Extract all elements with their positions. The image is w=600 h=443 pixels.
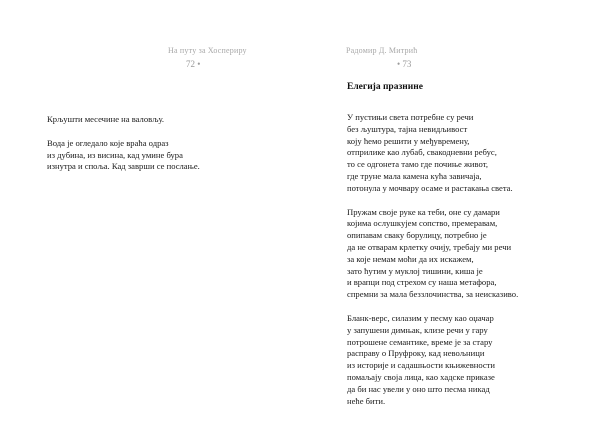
verse-line: изнутра и споља. Кад заврши се послање. bbox=[47, 161, 200, 172]
stanza bbox=[347, 112, 518, 195]
verse-line: којима ослушкујем сопство, премеравам, bbox=[347, 218, 498, 229]
right-page bbox=[300, 0, 600, 443]
verse-line: неће бити. bbox=[347, 395, 386, 406]
stanza bbox=[347, 313, 518, 407]
verse-line: Крљушти месечине на валовљу. bbox=[47, 114, 165, 124]
verse-line: из дубина, из висина, кад умине бура bbox=[47, 149, 183, 160]
running-head-title: На путу за Хоспериру bbox=[168, 46, 247, 55]
verse-line: то се одгонета тамо где почиње живот, bbox=[347, 159, 488, 170]
stanza bbox=[347, 207, 518, 301]
verse-line: и врапци под стрехом су наша метафора, bbox=[347, 277, 497, 288]
verse-line: Пружам своје руке ка теби, оне су дамари bbox=[347, 206, 500, 217]
verse-line: из историје и садашњости књижевности bbox=[347, 360, 496, 371]
page-number-left: 72 • bbox=[186, 59, 201, 69]
running-head-author: Радомир Д. Митрић bbox=[346, 46, 418, 55]
verse-line: расправу о Пруфроку, кад невољници bbox=[347, 348, 485, 359]
verse-line: Вода је огледало које враћа одраз bbox=[47, 137, 169, 148]
poem-title: Елегија празнине bbox=[347, 82, 423, 92]
verse-line: У пустињи света потребне су речи bbox=[347, 112, 474, 122]
verse-line: Бланк-верс, силазим у песму као оџачар bbox=[347, 312, 494, 323]
stanza bbox=[47, 114, 200, 126]
verse-line: отприлике као лубаб, свакодневни ребус, bbox=[347, 147, 497, 158]
verse-line: спремни за мала беззлочинства, за неисказиво. bbox=[347, 289, 519, 300]
stanza bbox=[47, 138, 200, 173]
verse-line: помаљају своја лица, као хадске приказе bbox=[347, 371, 495, 382]
verse-line: у запушени димњак, клизе речи у гару bbox=[347, 324, 488, 335]
verse-line: без љуштура, тајна невидљивост bbox=[347, 123, 468, 134]
verse-line: коју ћемо решити у међувремену, bbox=[347, 135, 470, 146]
verse-line: где труне мала камена кућа завичаја, bbox=[347, 170, 482, 181]
verse-line: зато ћутим у муклој тишини, киша је bbox=[347, 265, 483, 276]
poem-body bbox=[347, 112, 518, 419]
page-number-right: • 73 bbox=[397, 59, 412, 69]
verse-line: да не отварам крлетку очију, требају ми речи bbox=[347, 241, 512, 252]
verse-line: потрошене семантике, време је за стару bbox=[347, 336, 493, 347]
verse-line: да би нас увели у оно што песма никад bbox=[347, 383, 490, 394]
verse-line: опипавам сваку борулицу, потребно је bbox=[347, 230, 487, 241]
verse-line: за које немам моћи да их искажем, bbox=[347, 253, 474, 264]
verse-line: потонула у мочвару осаме и растакања света. bbox=[347, 182, 513, 193]
poem-continuation bbox=[47, 114, 200, 185]
